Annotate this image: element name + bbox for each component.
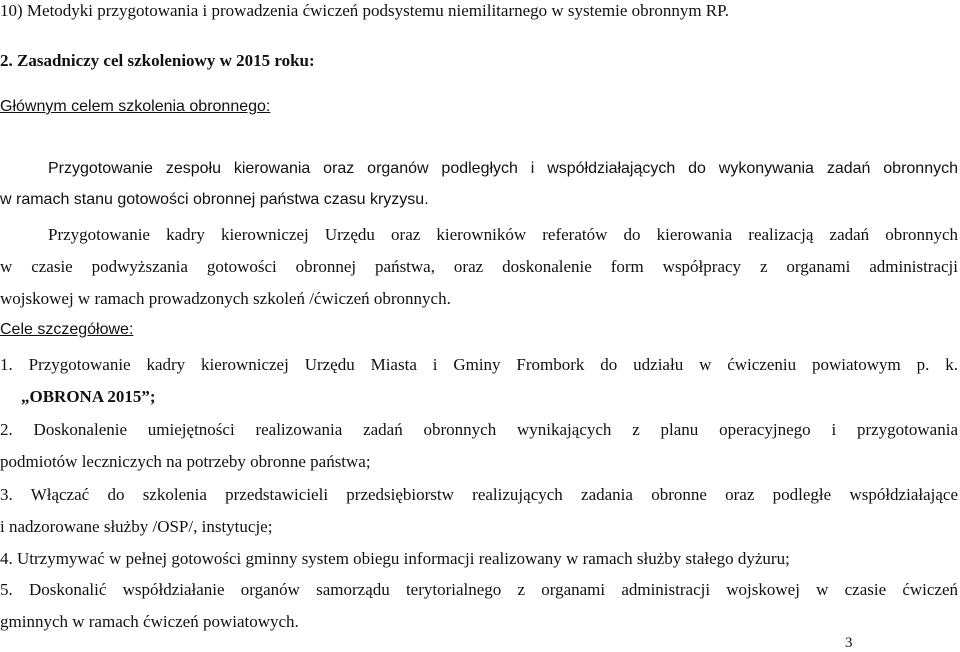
page-number: 3 bbox=[845, 635, 853, 651]
goal-paragraph-2-line-2: w czasie podwyższania gotowości obronnej państwa, oraz doskonalenie form współpracy z organami administracji bbox=[0, 257, 958, 276]
main-goal-label: Głównym celem szkolenia obronnego: bbox=[0, 98, 271, 115]
goal-3-line-2: i nadzorowane służby /OSP/, instytucje; bbox=[0, 517, 273, 536]
goal-3-line-1: 3. Włączać do szkolenia przedstawicieli przedsiębiorstw realizujących zadania obronne oraz podległe współdziałające bbox=[0, 485, 958, 504]
goal-5-line-1: 5. Doskonalić współdziałanie organów samorządu terytorialnego z organami administracji wojskowej w czasie ćwiczeń bbox=[0, 580, 958, 599]
goal-2-line-1: 2. Doskonalenie umiejętności realizowania zadań obronnych wynikających z planu operacyjnego i przygotowania bbox=[0, 420, 958, 439]
goal-2-line-2: podmiotów leczniczych na potrzeby obronne państwa; bbox=[0, 452, 371, 471]
goal-1-line-2: „OBRONA 2015”; bbox=[21, 387, 156, 406]
goal-paragraph-1-line-2: w ramach stanu gotowości obronnej państwa czasu kryzysu. bbox=[0, 191, 429, 208]
goal-paragraph-1-line-1: Przygotowanie zespołu kierowania oraz organów podległych i współdziałających do wykonywania zadań obronnych bbox=[48, 160, 958, 177]
goal-5-line-2: gminnych w ramach ćwiczeń powiatowych. bbox=[0, 612, 299, 631]
heading-10: 10) Metodyki przygotowania i prowadzenia ćwiczeń podsystemu niemilitarnego w systemie obronnym RP. bbox=[0, 1, 729, 20]
detailed-goals-label: Cele szczegółowe: bbox=[0, 321, 134, 338]
goal-1-line-1: 1. Przygotowanie kadry kierowniczej Urzędu Miasta i Gminy Frombork do udziału w ćwiczeniu powiatowym p. k. bbox=[0, 355, 958, 374]
section-2-title: 2. Zasadniczy cel szkoleniowy w 2015 roku: bbox=[0, 51, 315, 70]
goal-paragraph-2-line-3: wojskowej w ramach prowadzonych szkoleń /ćwiczeń obronnych. bbox=[0, 289, 451, 308]
goal-4-line-1: 4. Utrzymywać w pełnej gotowości gminny system obiegu informacji realizowany w ramach służby stałego dyżuru; bbox=[0, 549, 790, 568]
goal-paragraph-2-line-1: Przygotowanie kadry kierowniczej Urzędu oraz kierowników referatów do kierowania realizacją zadań obronnych bbox=[48, 225, 958, 244]
